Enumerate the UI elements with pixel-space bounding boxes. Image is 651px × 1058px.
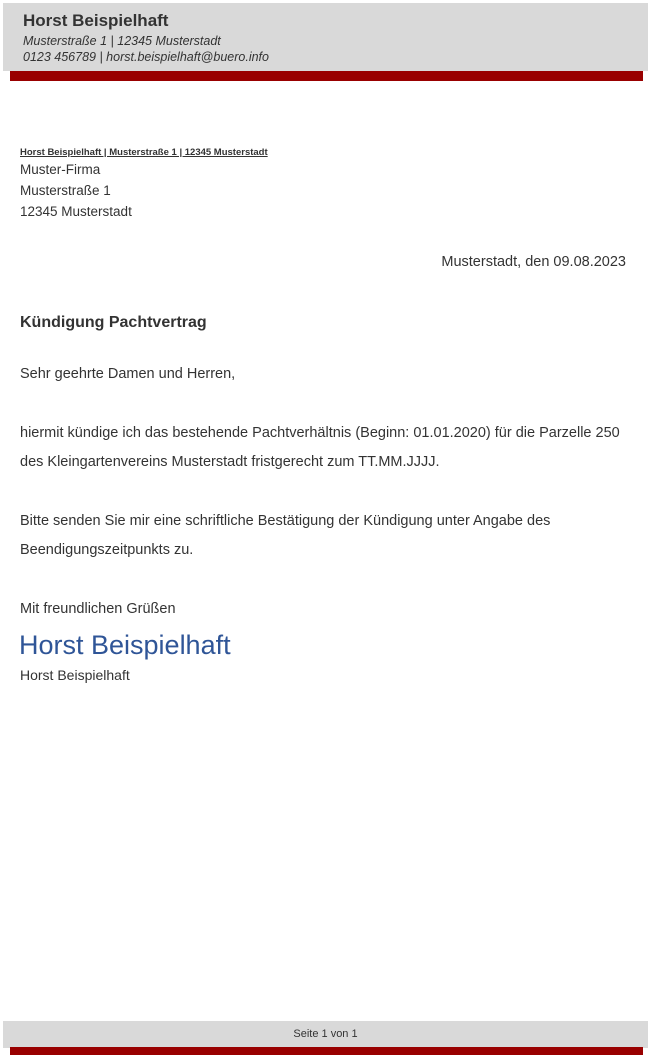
sender-return-line: Horst Beispielhaft | Musterstraße 1 | 12345 Musterstadt xyxy=(20,147,268,158)
letterhead-contact: 0123 456789 | horst.beispielhaft@buero.info xyxy=(23,50,269,64)
letterhead-address: Musterstraße 1 | 12345 Musterstadt xyxy=(23,34,221,48)
letter-date: Musterstadt, den 09.08.2023 xyxy=(441,254,626,270)
body-paragraph-1: hiermit kündige ich das bestehende Pachtverhältnis (Beginn: 01.01.2020) für die Parzelle 250 des Kleingartenvereins Musterstadt fristgerecht zum TT.MM.JJJJ. xyxy=(20,425,620,470)
body-paragraph-2: Bitte senden Sie mir eine schriftliche Bestätigung der Kündigung unter Angabe des Beendigungszeitpunkts zu. xyxy=(20,513,551,558)
recipient-city: 12345 Musterstadt xyxy=(20,204,132,219)
closing-phrase: Mit freundlichen Grüßen xyxy=(20,601,176,617)
header-accent-bar xyxy=(10,71,643,81)
signed-name: Horst Beispielhaft xyxy=(20,667,130,683)
recipient-company: Muster-Firma xyxy=(20,162,101,177)
letterhead-name: Horst Beispielhaft xyxy=(23,11,169,30)
footer-box xyxy=(3,1021,648,1048)
footer-accent-bar xyxy=(10,1047,643,1055)
recipient-street: Musterstraße 1 xyxy=(20,183,111,198)
letterhead-box xyxy=(3,3,648,71)
salutation: Sehr geehrte Damen und Herren, xyxy=(20,366,236,382)
page-number: Seite 1 von 1 xyxy=(293,1028,358,1040)
signature: Horst Beispielhaft xyxy=(19,630,231,660)
letter-subject: Kündigung Pachtvertrag xyxy=(20,314,207,331)
